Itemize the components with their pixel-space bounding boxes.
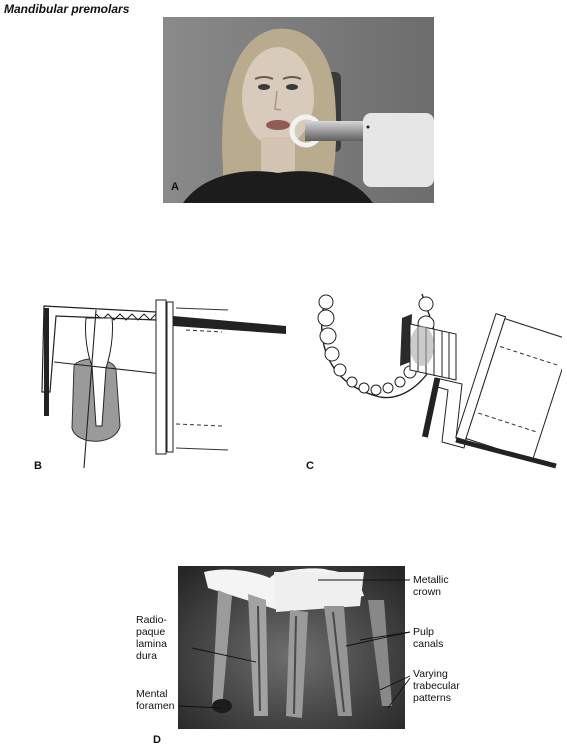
label-line: dura [136, 650, 158, 662]
panel-label-d: D [153, 734, 161, 746]
label-line: Radio- [136, 614, 167, 626]
leader-trabecular-2 [388, 678, 410, 708]
leader-mental-foramen [178, 706, 222, 708]
leader-pulp-canal-2 [346, 632, 410, 646]
label-line: crown [413, 586, 442, 598]
label-line: canals [413, 638, 444, 650]
label-line: paque [136, 626, 166, 638]
panel-label-c: C [306, 460, 314, 472]
label-line: patterns [413, 692, 451, 704]
figure-title: Mandibular premolars [4, 2, 130, 16]
label-line: foramen [136, 700, 175, 712]
label-line: Varying [413, 668, 448, 680]
label-line: Pulp [413, 626, 435, 638]
label-line: Metallic [413, 574, 449, 586]
panel-label-b: B [34, 460, 42, 472]
leader-trabecular-1 [380, 676, 410, 690]
panel-label-a: A [171, 181, 179, 193]
label-line: trabecular [413, 680, 460, 692]
label-line: Mental [136, 688, 168, 700]
label-line: lamina [136, 638, 167, 650]
leader-lamina-dura [192, 648, 256, 662]
